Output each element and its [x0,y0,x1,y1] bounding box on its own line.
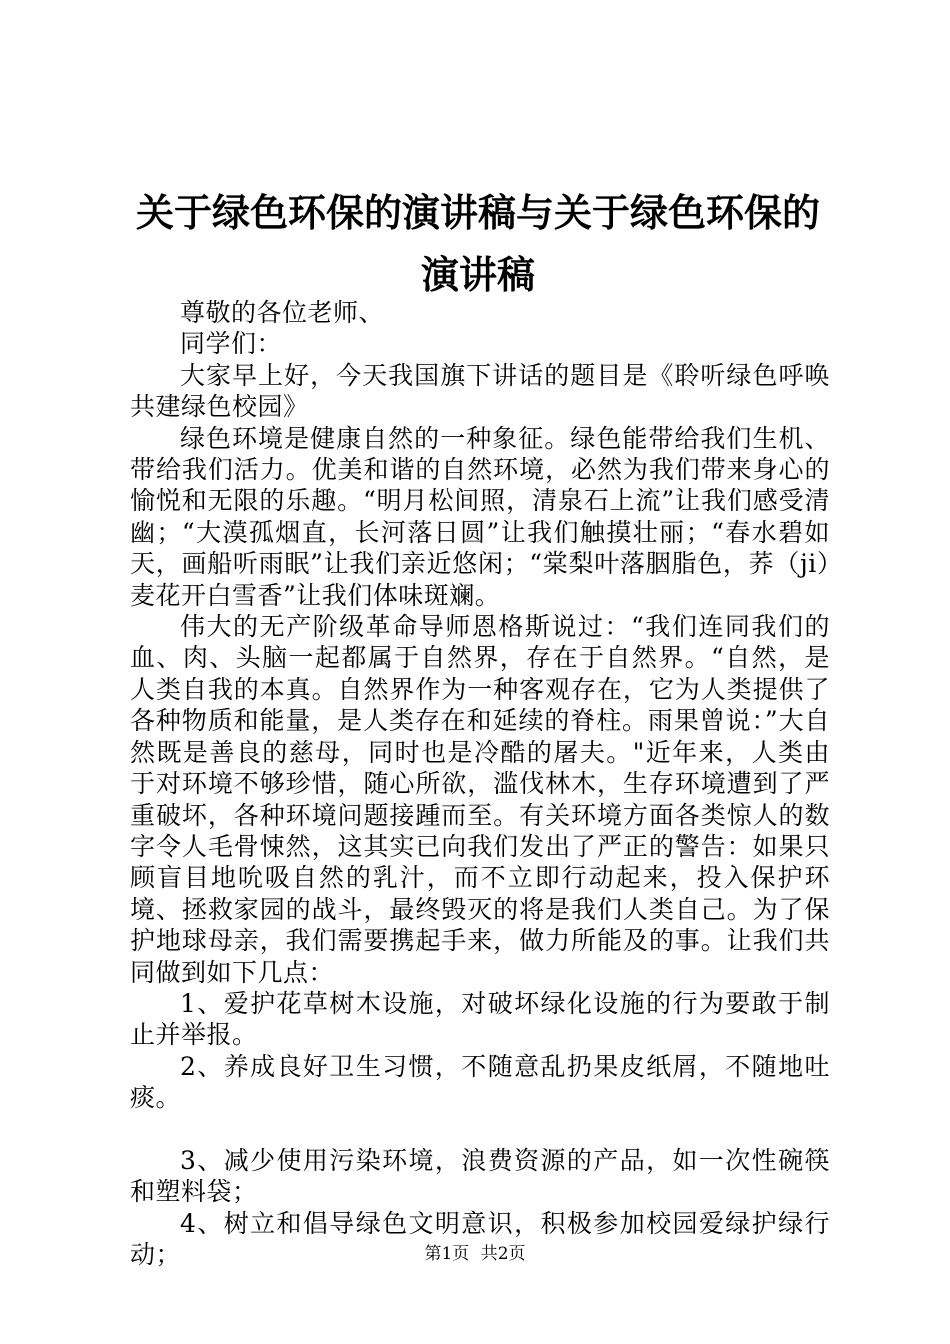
list-item-3: 3、减少使用污染环境，浪费资源的产品，如一次性碗筷和塑料袋； [130,1145,830,1207]
document-title: 关于绿色环保的演讲稿与关于绿色环保的演讲稿 [135,190,820,297]
paragraph-engels-quote: 伟大的无产阶级革命导师恩格斯说过：“我们连同我们的血、肉、头脑一起都属于自然界，存在于自然界。“自然，是人类自我的本真。自然界作为一种客观存在，它为人类提供了各种物质和能量，是人类存在和延续的脊柱。雨果曾说：”大自然既是善良的慈母，同时也是冷酷的屠夫。"近年来，人类由于对环境不够珍惜，随心所欲，滥伐林木，生存环境遭到了严重破坏，各种环境问题接踵而至。有关环境方面各类惊人的数字令人毛骨悚然，这其实已向我们发出了严正的警告：如果只顾盲目地吮吸自然的乳汁，而不立即行动起来，投入保护环境、拯救家园的战斗，最终毁灭的将是我们人类自己。为了保护地球母亲，我们需要携起手来，做力所能及的事。让我们共同做到如下几点： [130,612,830,987]
list-item-4: 4、树立和倡导绿色文明意识，积极参加校园爱绿护绿行动； [130,1208,830,1270]
page-number-current: 第1页 [424,1244,470,1264]
salutation-line-1: 尊敬的各位老师、 [180,298,385,327]
list-item-1: 1、爱护花草树木设施，对破坏绿化设施的行为要敢于制止并举报。 [130,988,830,1050]
salutation-line-2: 同学们： [180,329,283,359]
document-body [130,297,830,1271]
page-number-total: 共2页 [480,1244,526,1264]
paragraph-greeting: 大家早上好，今天我国旗下讲话的题目是《聆听绿色呼唤共建绿色校园》 [130,360,830,422]
paragraph-green-environment: 绿色环境是健康自然的一种象征。绿色能带给我们生机、带给我们活力。优美和谐的自然环境，必然为我们带来身心的愉悦和无限的乐趣。“明月松间照，清泉石上流”让我们感受清幽；“大漠孤烟直，长河落日圆”让我们触摸壮丽；“春水碧如天，画船听雨眠”让我们亲近悠闲；“棠梨叶落胭脂色，荞（ji）麦花开白雪香”让我们体味斑斓。 [130,423,830,610]
page-footer [0,1242,950,1266]
list-item-2: 2、养成良好卫生习惯，不随意乱扔果皮纸屑，不随地吐痰。 [130,1051,830,1113]
